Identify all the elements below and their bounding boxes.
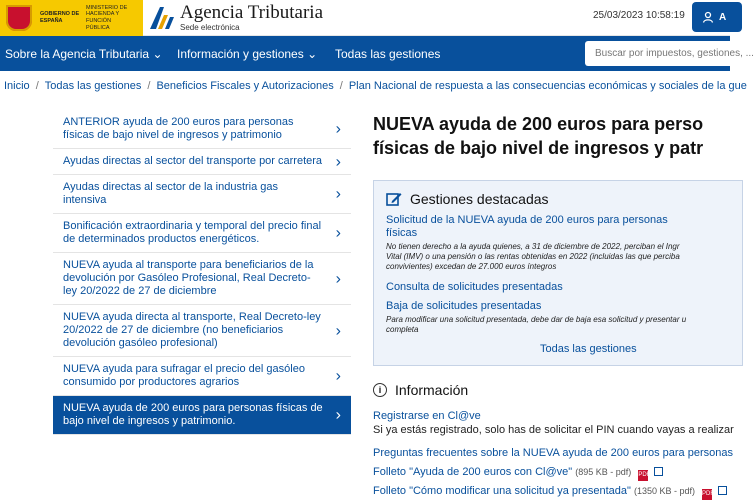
agency-logo[interactable] <box>148 4 323 32</box>
folleto-1-meta: (895 KB - pdf) <box>575 467 632 477</box>
baja-note <box>386 315 686 335</box>
search-input[interactable]: Buscar por impuestos, gestiones, ... <box>585 41 745 66</box>
external-link-icon[interactable] <box>654 467 663 476</box>
information-heading <box>373 382 468 398</box>
link-baja[interactable]: Baja de solicitudes presentadas <box>386 300 542 312</box>
sidebar-item[interactable] <box>53 357 351 396</box>
solicitud-note-line3: convivientes) excedan de 27.000 euros íntegros <box>386 262 557 271</box>
sidebar <box>53 110 351 435</box>
page-title-line2: físicas de bajo nivel de ingresos y patr <box>373 138 704 158</box>
chevron-right-icon: › <box>335 406 341 424</box>
chevron-down-icon: ⌄ <box>307 47 318 61</box>
government-logo[interactable] <box>0 0 143 36</box>
pdf-icon: PDF <box>702 489 712 500</box>
agency-title: Agencia Tributaria <box>180 2 324 23</box>
sidebar-item[interactable] <box>53 305 351 357</box>
chevron-right-icon: › <box>335 270 341 287</box>
folleto-1 <box>373 466 663 481</box>
gov-line1: GOBIERNO DE ESPAÑA <box>40 11 80 24</box>
sidebar-item-label: NUEVA ayuda al transporte para beneficiarios de la devolución por Gasóleo Profesional, Real Decreto-ley 20/2022 de 27 de diciembre <box>63 259 314 297</box>
register-note: Si ya estás registrado, solo has de solicitar el PIN cuando vayas a realizar <box>373 424 734 436</box>
chevron-right-icon: › <box>335 120 341 138</box>
nav-item-about-label: Sobre la Agencia Tributaria <box>5 47 150 61</box>
login-button[interactable] <box>692 2 742 32</box>
sidebar-item-label: NUEVA ayuda para sufragar el precio del gasóleo consumido por productores agrarios <box>63 363 305 388</box>
coat-of-arms-icon <box>4 3 34 33</box>
featured-procedures-title: Gestiones destacadas <box>410 191 549 207</box>
link-solicitud[interactable] <box>386 214 668 240</box>
chevron-right-icon: › <box>335 322 341 339</box>
sidebar-item-label: Bonificación extraordinaria y temporal del precio final de determinados productos energéticos. <box>63 220 322 245</box>
breadcrumb-all[interactable]: Todas las gestiones <box>44 80 142 92</box>
agency-subtitle: Sede electrónica <box>180 23 240 32</box>
folleto-2-meta: (1350 KB - pdf) <box>633 486 695 496</box>
sidebar-item-label: ANTERIOR ayuda de 200 euros para personas físicas de bajo nivel de ingresos y patrimonio <box>63 116 294 141</box>
link-solicitud-line2: físicas <box>386 227 418 239</box>
user-icon <box>702 11 714 23</box>
featured-procedures-heading <box>386 191 549 207</box>
sidebar-item[interactable] <box>53 175 351 214</box>
sidebar-item[interactable] <box>53 253 351 305</box>
breadcrumb-home[interactable]: Inicio <box>4 80 30 92</box>
nav-item-info-label: Información y gestiones <box>177 47 304 61</box>
nav-item-about[interactable] <box>5 47 163 61</box>
folleto-2 <box>373 485 727 500</box>
agency-logo-icon <box>148 5 176 31</box>
sidebar-item-active[interactable] <box>53 396 351 435</box>
solicitud-note-line1: No tienen derecho a la ayuda quienes, a 31 de diciembre de 2022, perciban el Ingr <box>386 242 680 251</box>
sidebar-item-label: Ayudas directas al sector de la industria gas intensiva <box>63 181 279 206</box>
info-icon: i <box>373 383 387 397</box>
page-title <box>373 112 703 160</box>
gov-line2: MINISTERIO DE HACIENDA Y FUNCIÓN PÚBLICA <box>86 4 128 31</box>
chevron-right-icon: › <box>335 224 341 242</box>
link-all-procedures[interactable]: Todas las gestiones <box>540 343 637 355</box>
breadcrumb-plan[interactable]: Plan Nacional de respuesta a las consecuencias económicas y sociales de la gue <box>348 80 747 92</box>
information-title: Información <box>395 382 469 398</box>
nav-item-all-label: Todas las gestiones <box>335 47 441 61</box>
nav-item-all[interactable] <box>335 47 440 61</box>
datetime: 25/03/2023 10:58:19 <box>593 10 685 21</box>
external-link-icon[interactable] <box>718 486 727 495</box>
link-folleto-2[interactable]: Folleto "Cómo modificar una solicitud ya presentada" <box>373 485 631 497</box>
edit-icon <box>386 191 402 207</box>
baja-note-line2: completa <box>386 325 419 334</box>
link-faq[interactable]: Preguntas frecuentes sobre la NUEVA ayuda de 200 euros para personas <box>373 447 733 459</box>
sidebar-item-label: NUEVA ayuda directa al transporte, Real Decreto-ley 20/2022 de 27 de diciembre (no beneficiarios devolución gasóleo profesional) <box>63 311 321 349</box>
sidebar-item-label: Ayudas directas al sector del transporte por carretera <box>63 155 323 167</box>
link-folleto-1[interactable]: Folleto "Ayuda de 200 euros con Cl@ve" <box>373 466 573 478</box>
sidebar-item[interactable] <box>53 214 351 253</box>
breadcrumb-benefits[interactable]: Beneficios Fiscales y Autorizaciones <box>156 80 334 92</box>
breadcrumb: Inicio / Todas las gestiones / Beneficios Fiscales y Autorizaciones / Plan Nacional de respuesta a las consecuencias económicas y sociales de la gue <box>4 80 747 92</box>
solicitud-note-line2: Vital (IMV) o una pensión o las rentas obtenidas en 2022 (incluidas las que perciba <box>386 252 680 261</box>
link-register-clave[interactable]: Registrarse en Cl@ve <box>373 410 481 422</box>
login-label: A <box>719 11 727 23</box>
link-consulta[interactable]: Consulta de solicitudes presentadas <box>386 281 563 293</box>
chevron-right-icon: › <box>335 153 341 170</box>
baja-note-line1: Para modificar una solicitud presentada, debe dar de baja esa solicitud y presentar u <box>386 315 687 324</box>
chevron-down-icon: ⌄ <box>152 47 163 61</box>
sidebar-item[interactable] <box>53 149 351 175</box>
nav-item-info[interactable] <box>177 47 317 61</box>
main-nav <box>0 36 754 71</box>
solicitud-note <box>386 242 680 272</box>
pdf-icon: PDF <box>638 470 648 481</box>
top-bar <box>0 0 730 36</box>
chevron-right-icon: › <box>335 367 341 385</box>
page-title-line1: NUEVA ayuda de 200 euros para perso <box>373 114 704 134</box>
chevron-right-icon: › <box>335 185 341 203</box>
link-solicitud-line1: Solicitud de la NUEVA ayuda de 200 euros para personas <box>386 214 668 226</box>
featured-procedures-box <box>373 180 743 366</box>
sidebar-item[interactable] <box>53 110 351 149</box>
sidebar-item-label: NUEVA ayuda de 200 euros para personas físicas de bajo nivel de ingresos y patrimonio. <box>63 402 323 427</box>
